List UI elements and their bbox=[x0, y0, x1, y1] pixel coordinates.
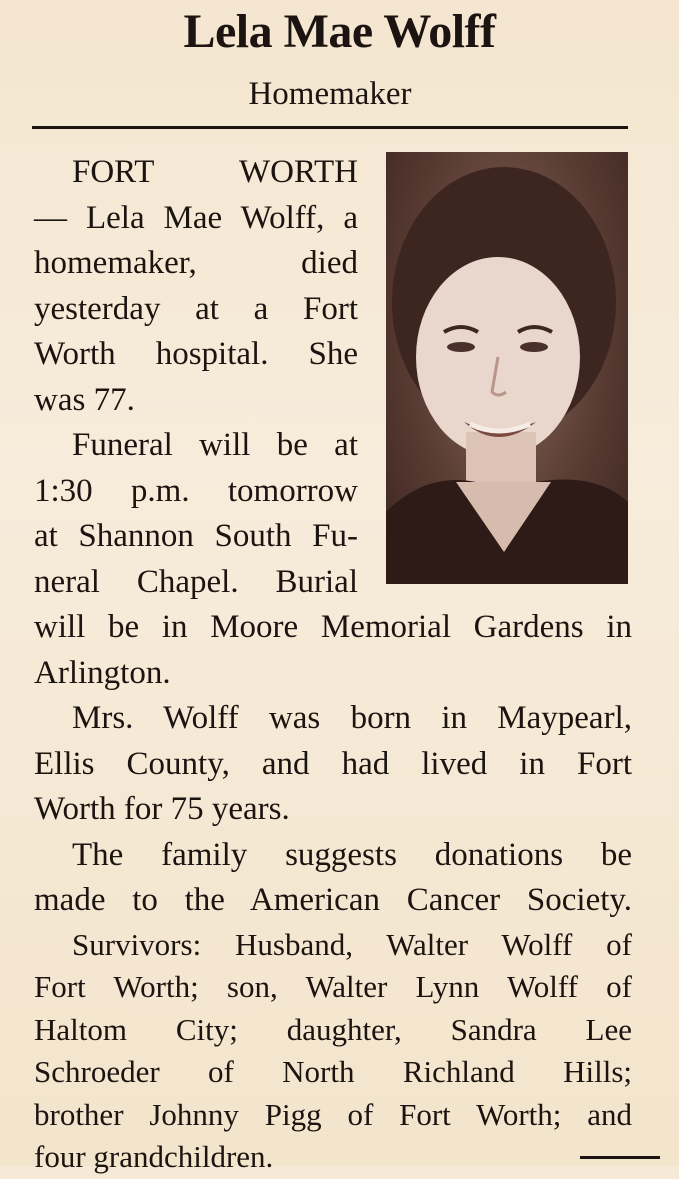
obituary-body bbox=[34, 150, 632, 1179]
paragraph-donations bbox=[34, 833, 632, 924]
paragraph-survivors bbox=[34, 924, 632, 1179]
text-line: neral Chapel. Burial bbox=[34, 563, 358, 600]
paragraph-funeral bbox=[34, 423, 632, 696]
text-line: 1:30 p.m. tomorrow bbox=[34, 472, 358, 509]
text-line: — Lela Mae Wolff, a bbox=[34, 199, 358, 236]
text-line: Arlington. bbox=[34, 654, 171, 691]
text-line: was 77. bbox=[34, 381, 135, 418]
text-line: Fort Worth; son, Walter Lynn Wolff of bbox=[34, 969, 632, 1004]
text-line: Worth for 75 years. bbox=[34, 791, 290, 827]
text-line: FORT WORTH bbox=[72, 154, 358, 190]
text-line: four grandchildren. bbox=[34, 1139, 274, 1174]
obituary-subhead: Homemaker bbox=[248, 76, 412, 112]
text-line: will be in Moore Memorial Gardens in bbox=[34, 609, 632, 645]
text-line: Funeral will be at bbox=[72, 427, 358, 463]
text-line: Ellis County, and had lived in Fort bbox=[34, 745, 632, 782]
headline-rule bbox=[32, 126, 628, 129]
paragraph-announcement bbox=[34, 150, 358, 423]
text-line: Schroeder of North Richland Hills; bbox=[34, 1054, 632, 1089]
bottom-rule bbox=[580, 1156, 660, 1159]
text-line: Haltom City; daughter, Sandra Lee bbox=[34, 1011, 632, 1047]
text-line: at Shannon South Fu- bbox=[34, 518, 358, 554]
text-line: Mrs. Wolff was born in Maypearl, bbox=[72, 700, 632, 736]
text-line: Survivors: Husband, Walter Wolff of bbox=[72, 926, 632, 962]
paragraph-biography bbox=[34, 696, 632, 833]
text-line: brother Johnny Pigg of Fort Worth; and bbox=[34, 1096, 632, 1132]
text-line: yesterday at a Fort bbox=[34, 290, 358, 327]
text-line: The family suggests donations be bbox=[72, 836, 632, 873]
text-line: Worth hospital. She bbox=[34, 336, 358, 372]
obituary-headline: Lela Mae Wolff bbox=[183, 5, 496, 58]
text-line: made to the American Cancer Society. bbox=[34, 882, 632, 918]
text-line: homemaker, died bbox=[34, 245, 358, 281]
